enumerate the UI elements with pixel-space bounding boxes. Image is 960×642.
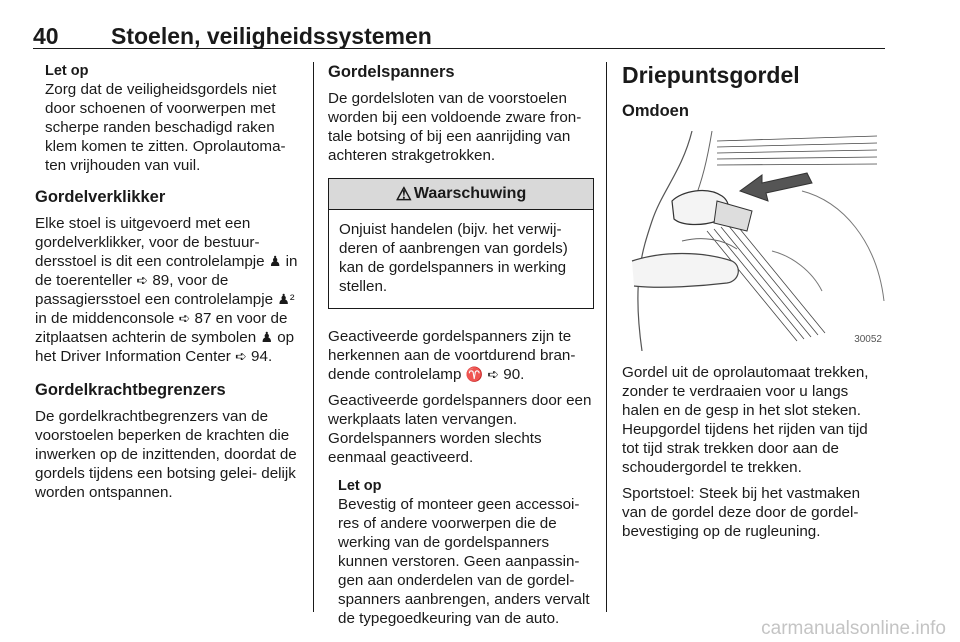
note-text: Bevestig of monteer geen accessoi- res of andere voorwerpen die de werking van de gordelspanners kunnen verstoren. Geen aanpassin- gen aan onderdelen van de gordel- spanners aanbrengen, anders vervalt de typegoedkeuring van de auto. xyxy=(338,496,590,627)
note-label: Let op xyxy=(338,478,382,494)
section-heading-gordelverklikker: Gordelverklikker xyxy=(35,188,166,206)
page-ref-icon: ➪ xyxy=(235,348,247,364)
seatbelt-icon: ♟ xyxy=(260,329,273,345)
page-ref-icon: ➪ xyxy=(178,310,191,326)
section-title-driepuntsgordel: Driepuntsgordel xyxy=(622,62,800,88)
subheading-omdoen: Omdoen xyxy=(622,102,689,120)
figure-number: 30052 xyxy=(854,334,882,345)
passenger-seatbelt-icon: ♟² xyxy=(277,291,295,307)
running-title: Stoelen, veiligheidssystemen xyxy=(111,23,432,49)
activated-paragraph: Geactiveerde gordelspanners zijn te herkennen aan de voortdurend bran- dende controlelamp ♈ ➪ 90. xyxy=(328,328,576,383)
page-ref-icon: ➪ xyxy=(136,272,149,288)
column-divider xyxy=(313,62,314,612)
replace-paragraph: Geactiveerde gordelspanners door een werkplaats laten vervangen. Gordelspanners worden slechts eenmaal geactiveerd. xyxy=(328,392,592,466)
column-middle xyxy=(328,62,594,628)
warning-box xyxy=(328,178,594,309)
page-ref-icon: ➪ xyxy=(487,366,500,382)
warning-body xyxy=(329,210,593,308)
page-number: 40 xyxy=(33,23,59,49)
column-right xyxy=(622,62,886,541)
note-dirt xyxy=(35,62,300,175)
buckle-paragraph: Gordel uit de oprolautomaat trekken, zonder te verdraaien voor u langs halen en de gesp in het slot steken. Heupgordel tijdens het rijden van tijd tot tijd strak trekken door aan de schoudergordel te trekken. xyxy=(622,364,869,476)
note-text: Zorg dat de veiligheidsgordels niet door schoenen of voorwerpen met scherpe randen beschadigd raken klem komen te zitten. Oprolautoma- ten vrijhouden van vuil. xyxy=(45,81,286,174)
watermark: carmanualsonline.info xyxy=(761,618,946,639)
seatbelt-illustration xyxy=(622,131,886,351)
reminder-paragraph: Elke stoel is uitgevoerd met een gordelverklikker, voor de bestuur- dersstoel is dit een controlelampje ♟ in de toerenteller ➪ 89, voor de passagiersstoel een controlelampje ♟² in de middenconsole ➪ 87 en voor de zitplaatsen achterin de symbolen ♟ op het Driver Information Center ➪ 94. xyxy=(35,215,298,365)
warning-title: Waarschuwing xyxy=(413,185,527,202)
column-divider xyxy=(606,62,607,612)
column-left xyxy=(35,62,300,502)
pretensioners-paragraph: De gordelsloten van de voorstoelen worden bij een voldoende zware fron- tale botsing of bij een aanrijding van achteren strakgetrokken. xyxy=(328,90,582,164)
note-label: Let op xyxy=(45,63,89,79)
section-heading-gordelkrachtbegrenzers: Gordelkrachtbegrenzers xyxy=(35,381,226,399)
seatbelt-illustration-drawing xyxy=(622,131,886,351)
note-accessories xyxy=(328,477,594,628)
pretensioner-warning-icon: ♈ xyxy=(465,366,484,382)
limiters-paragraph: De gordelkrachtbegrenzers van de voorstoelen beperken de krachten die inwerken op de inzittenden, doordat de gordels tijdens een botsing gelei- delijk worden ontspannen. xyxy=(35,408,297,501)
warning-icon: ⚠ xyxy=(395,183,412,204)
sport-seat-paragraph: Sportstoel: Steek bij het vastmaken van de gordel deze door de gordel- bevestiging op de rugleuning. xyxy=(622,485,861,540)
seatbelt-icon: ♟ xyxy=(268,253,282,269)
section-heading-gordelspanners: Gordelspanners xyxy=(328,63,455,81)
page-header xyxy=(33,2,885,49)
warning-header xyxy=(329,179,593,210)
warning-text: Onjuist handelen (bijv. het verwij- deren of aanbrengen van gordels) kan de gordelspanners in werking stellen. xyxy=(339,221,568,295)
